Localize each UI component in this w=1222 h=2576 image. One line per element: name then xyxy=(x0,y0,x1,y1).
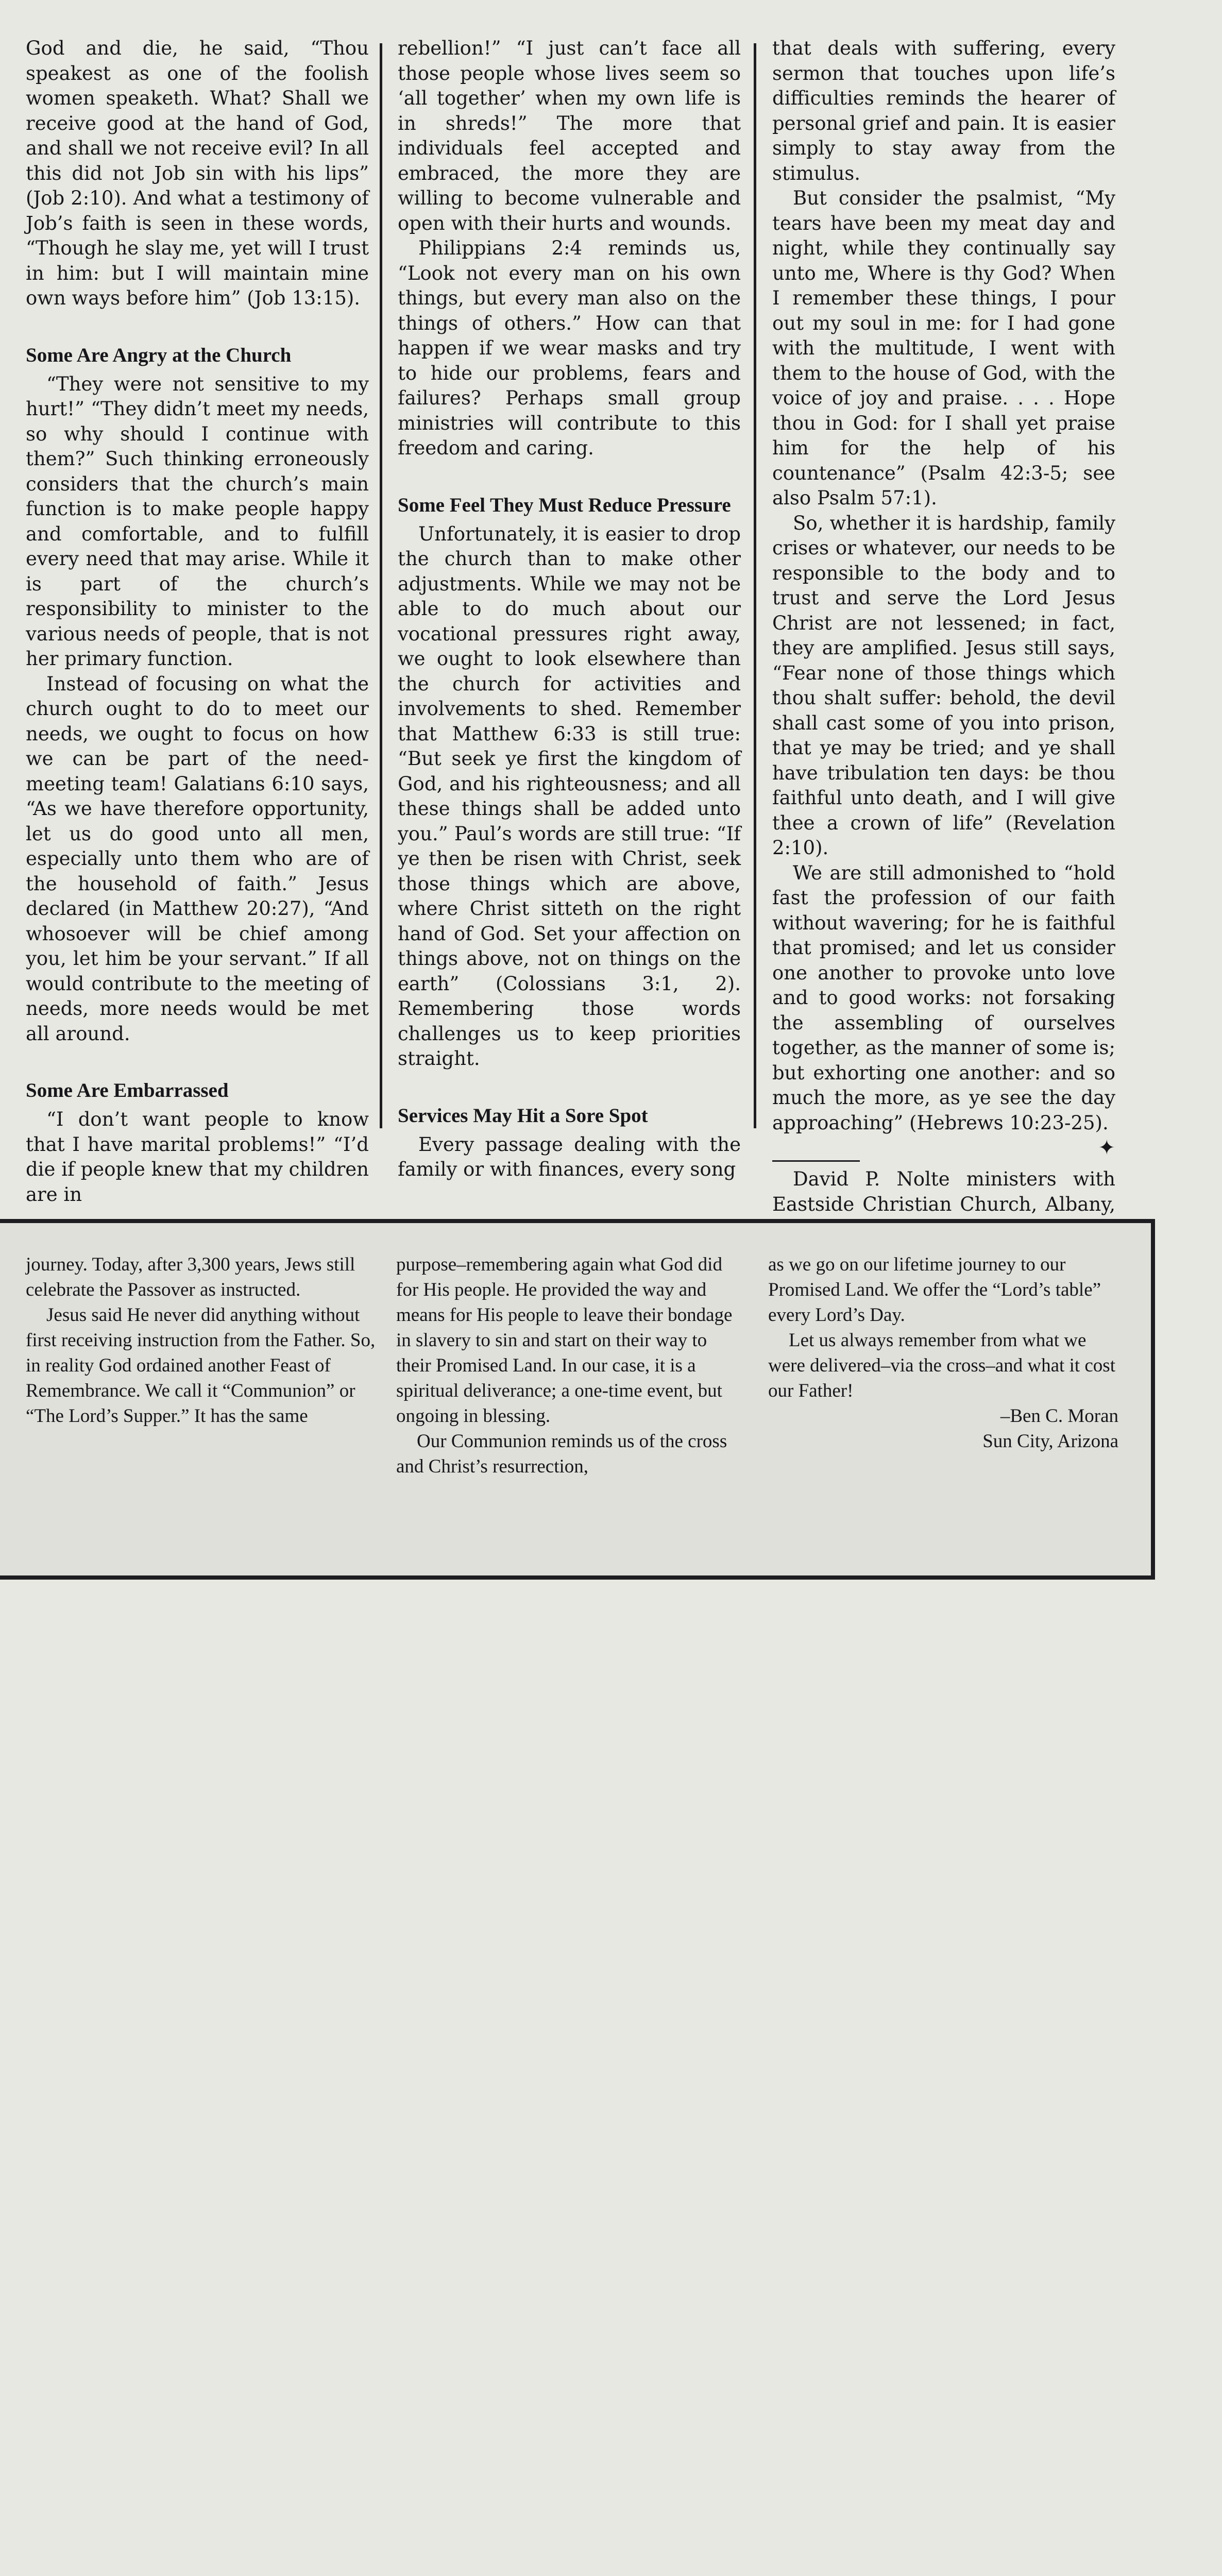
article-paragraph: Every passage dealing with the family or with finances, every song xyxy=(398,1133,741,1180)
sidebar-column-1 xyxy=(26,1252,376,1429)
sidebar-paragraph: purpose–remembering again what God did for His people. He provided the way and means for His people to leave their bondage in slavery to sin and start on their way to their Promised Land. In our case, it is a spiritual deliverance; a one-time event, but ongoing in blessing. xyxy=(396,1254,733,1427)
sidebar-column-3 xyxy=(768,1252,1118,1454)
article-column-3 xyxy=(772,36,1115,1242)
sidebar-column-2 xyxy=(396,1252,746,1479)
signature-name: –Ben C. Moran xyxy=(1000,1405,1118,1427)
sidebar-paragraph: journey. Today, after 3,300 years, Jews still celebrate the Passover as instructed. xyxy=(26,1254,355,1300)
article-paragraph: Unfortunately, it is easier to drop the church than to make other adjustments. While we may not be able to do much about our vocational pressures right away, we ought to look elsewhere than the church for activities and involvements to shed. Remember that Matthew 6:33 is still true: “But seek ye first the kingdom of God, and his righteousness; and all these things shall be added unto you.” Paul’s words are still true: “If ye then be risen with Christ, seek those things which are above, where Christ sitteth on the right hand of God. Set your affection on things above, not on things on the earth” (Colossians 3:1, 2). Remembering those words challenges us to keep priorities straight. xyxy=(398,522,741,1070)
article-column-2 xyxy=(398,36,741,1182)
sidebar-box xyxy=(0,1219,1155,1580)
article-paragraph: Instead of focusing on what the church ought to do to meet our needs, we ought to focus on how we can be part of the need-meeting team! Galatians 6:10 says, “As we have therefore opportunity, let us do good unto all men, especially unto them who are of the household of faith.” Jesus declared (in Matthew 20:27), “And whosoever will be chief among you, let him be your servant.” If all would contribute to the meeting of needs, more needs would be met all around. xyxy=(26,672,369,1045)
section-heading: Some Are Angry at the Church xyxy=(26,344,292,366)
section-heading: Some Feel They Must Reduce Pressure xyxy=(398,494,731,516)
article-paragraph: “They were not sensitive to my hurt!” “They didn’t meet my needs, so why should I continue with them?” Such thinking erroneously considers that the church’s main function is to make people happy and comfortable, and to fulfill every need that may arise. While it is part of the church’s responsibility to minister to the various needs of people, that is not her primary function. xyxy=(26,372,369,670)
signature-place: Sun City, Arizona xyxy=(982,1431,1118,1452)
section-heading: Some Are Embarrassed xyxy=(26,1079,229,1101)
article-paragraph: Philippians 2:4 reminds us, “Look not every man on his own things, but every man also on the things of others.” How can that happen if we wear masks and try to hide our problems, fears and failures? Perhaps small group ministries will contribute to this freedom and caring. xyxy=(398,237,741,459)
section-heading: Services May Hit a Sore Spot xyxy=(398,1104,648,1127)
sidebar-paragraph: Jesus said He never did anything without first receiving instruction from the Father. So, in reality God ordained another Feast of Remembrance. We call it “Communion” or “The Lord’s Supper.” It has the same xyxy=(26,1304,376,1427)
end-of-article-icon: ✦ xyxy=(1098,1136,1115,1160)
article-paragraph: So, whether it is hardship, family crises or whatever, our needs to be responsible to the body and to trust and serve the Lord Jesus Christ are not lessened; in fact, they are amplified. Jesus still says, “Fear none of those things which thou shalt suffer: behold, the devil shall cast some of you into prison, that ye may be tried; and ye shall have tribulation ten days: be thou faithful unto death, and I will give thee a crown of life” (Revelation 2:10). xyxy=(772,512,1115,859)
article-paragraph: But consider the psalmist, “My tears have been my meat day and night, while they continually say unto me, Where is thy God? When I remember these things, I pour out my soul in me: for I had gone with the multitude, I went with them to the house of God, with the voice of joy and praise. . . . Hope thou in God: for I shall yet praise him for the help of his countenance” (Psalm 42:3-5; see also Psalm 57:1). xyxy=(772,187,1115,509)
column-divider xyxy=(754,43,756,1128)
sidebar-paragraph: Let us always remember from what we were delivered–via the cross–and what it cost our Father! xyxy=(768,1330,1115,1401)
column-divider xyxy=(380,43,382,1128)
bio-rule xyxy=(772,1160,860,1162)
article-column-1 xyxy=(26,36,369,1207)
sidebar-paragraph: Our Communion reminds us of the cross and Christ’s resurrection, xyxy=(396,1431,727,1477)
article-paragraph: “I don’t want people to know that I have marital problems!” “I’d die if people knew that my children are in xyxy=(26,1108,369,1206)
article-paragraph: We are still admonished to “hold fast the profession of our faith without wavering; for he is faithful that promised; and let us consider one another to provoke unto love and to good works: not forsaking the assembling of ourselves together, as the manner of some is; but exhorting one another: and so much the more, as ye see the day approaching” (Hebrews 10:23-25). xyxy=(772,861,1115,1134)
author-bio: David P. Nolte ministers with Eastside Christian Church, Albany, xyxy=(772,1168,1115,1215)
sidebar-paragraph: as we go on our lifetime journey to our Promised Land. We offer the “Lord’s table” every Lord’s Day. xyxy=(768,1254,1101,1326)
article-paragraph: rebellion!” “I just can’t face all those people whose lives seem so ‘all together’ when my own life is in shreds!” The more that individuals feel accepted and embraced, the more they are willing to become vulnerable and open with their hurts and wounds. xyxy=(398,37,741,234)
article-paragraph: God and die, he said, “Thou speakest as one of the foolish women speaketh. What? Shall we receive good at the hand of God, and shall we not receive evil? In all this did not Job sin with his lips” (Job 2:10). And what a testimony of Job’s faith is seen in these words, “Though he slay me, yet will I trust in him: but I will maintain mine own ways before him” (Job 13:15). xyxy=(26,37,369,309)
article-paragraph: that deals with suffering, every sermon that touches upon life’s difficulties reminds the hearer of personal grief and pain. It is easier simply to stay away from the stimulus. xyxy=(772,37,1115,184)
